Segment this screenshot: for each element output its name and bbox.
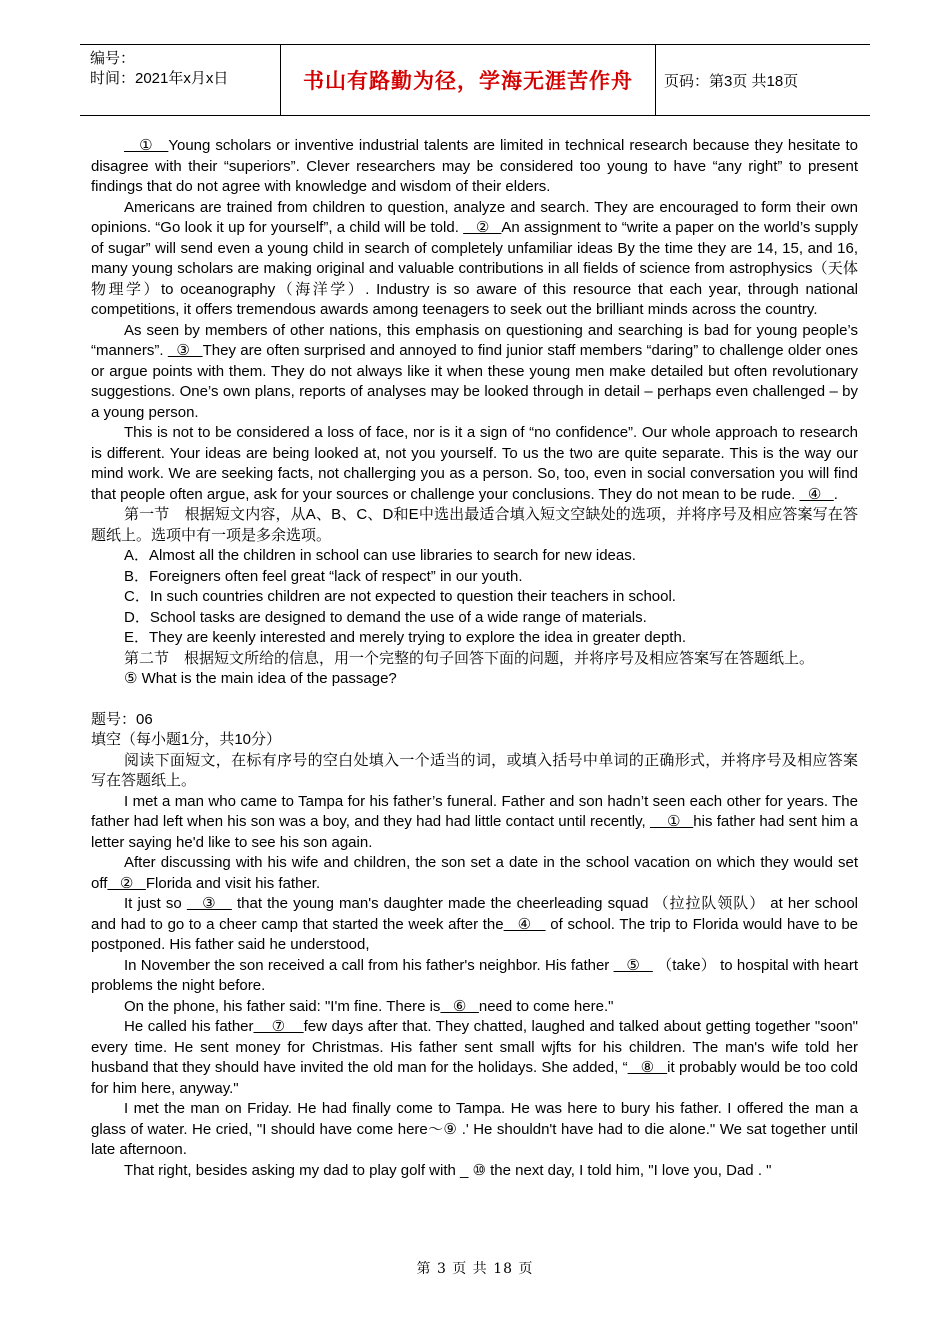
passage2-paragraph-5 (91, 997, 858, 1018)
paragraph-text: I met a man who came to Tampa for his father’s funeral. Father and son hadn’t seen each other for years. The father had left when his son was a boy, and they had had little contact until recently, (91, 792, 858, 830)
blank-4: ④ (799, 485, 834, 503)
paragraph-text: An assignment to “write a paper on the world’s supply of sugar” will send even a young child in search of completely unfamiliar ideas By the time they are 14, 15, and 16, many young scholars are making original and valuable contributions in all fields of science from astrophysics（天体物理学）to oceanography（海洋学）. Industry is so aware of this resource that each year, through national competitions, it offers tremendous awards among teenagers to seek out the brilliant minds across the country. (91, 219, 859, 318)
document-body (91, 136, 858, 1181)
passage1-paragraph-2 (91, 198, 858, 321)
motto-text: 书山有路勤为径，学海无涯苦作舟 (303, 69, 633, 93)
passage2-paragraph-8: That right, besides asking my dad to play golf with _ ⑩ the next day, I told him, "I love you, Dad . " (124, 1161, 772, 1179)
passage2-paragraph-6 (91, 1017, 858, 1099)
paragraph-text: In November the son received a call from his father's neighbor. His father (124, 956, 614, 974)
blank-p2-6: ⑥ (440, 997, 479, 1015)
document-time-label: 时间：2021年x月x日 (90, 70, 229, 87)
paragraph-text: On the phone, his father said: "I'm fine. There is (124, 997, 441, 1015)
document-number-label: 编号： (90, 50, 136, 67)
paragraph-text: his father had sent him a letter saying he'd like to see his son again. (91, 813, 858, 851)
header-page-cell (656, 45, 870, 115)
option-b: B．Foreigners often feel great “lack of respect” in our youth. (124, 567, 523, 585)
paragraph-text: it probably would be too cold for him here, anyway." (91, 1059, 858, 1097)
blank-3: ③ (167, 342, 203, 359)
paragraph-text: After discussing with his wife and children, the son set a date in the school vacation on which they would set off (91, 854, 858, 892)
passage2-instruction-head: 填空（每小题1分，共10分） (91, 731, 282, 748)
passage1-paragraph-4 (91, 423, 858, 505)
paragraph-text: He called his father (124, 1018, 254, 1035)
blank-p2-8: ⑧ (627, 1059, 668, 1076)
blank-2: ② (463, 219, 502, 236)
header-page-label: 页码：第3页 共18页 (664, 72, 799, 90)
page-footer: 第 3 页 共 18 页 (416, 1261, 534, 1277)
paragraph-text: . (833, 485, 838, 503)
passage2-paragraph-1 (91, 792, 858, 854)
passage2-paragraph-2 (91, 853, 858, 894)
paragraph-text: few days after that. They chatted, laughed and talked about getting together "soon" every time. He sent money for Christmas. His father sent small wjfts for his children. The man's wife told her husband that they should have invited the old man for the holidays. She added, “ (91, 1018, 858, 1076)
paragraph-text: It just so (124, 895, 187, 912)
paragraph-text: need to come here." (478, 997, 614, 1015)
spacer (91, 690, 858, 710)
paragraph-text: As seen by members of other nations, this emphasis on questioning and searching is bad for young people’s “manners”. (91, 321, 858, 359)
option-c: C．In such countries children are not expected to question their teachers in school. (124, 588, 676, 605)
blank-p2-3: ③ (186, 895, 232, 912)
passage2-instruction: 阅读下面短文，在标有序号的空白处填入一个适当的词，或填入括号中单词的正确形式，并将序号及相应答案写在答题纸上。 (91, 751, 858, 789)
paragraph-text: （take） to hospital with heart problems the night before. (91, 956, 858, 994)
paragraph-text: Americans are trained from children to question, analyze and search. They are encouraged to form their own opinions. “Go look it up for yourself”, a child will be told. (91, 198, 858, 236)
section2-instruction: 第二节 根据短文所给的信息，用一个完整的句子回答下面的问题，并将序号及相应答案写在答题纸上。 (124, 649, 815, 667)
passage2-paragraph-4 (91, 956, 858, 997)
passage2-title: 题号：06 (91, 710, 153, 728)
section1-instruction: 第一节 根据短文内容，从A、B、C、D和E中选出最适合填入短文空缺处的选项，并将序号及相应答案写在答题纸上。选项中有一项是多余选项。 (91, 506, 858, 544)
header-info-cell (80, 45, 280, 115)
blank-1: ① (124, 137, 169, 154)
blank-p2-2: ② (107, 874, 146, 892)
blank-p2-4: ④ (503, 915, 546, 933)
paragraph-text: of school. The trip to Florida would have to be postponed. His father said he understood, (91, 915, 859, 953)
blank-p2-1: ① (649, 813, 694, 830)
paragraph-text: This is not to be considered a loss of face, nor is it a sign of “no confidence”. Our whole approach to research is different. Your ideas are being looked at, not you yourself. To us the two are quite separate. This is the way our mind work. We are seeking facts, not challerging you as a person. So, too, even in social conversation you will find that people often argue, ask for your sources or challenge your conclusions. They do not mean to be rude. (91, 424, 858, 503)
blank-p2-5: ⑤ (613, 956, 653, 974)
paragraph-text: They are often surprised and annoyed to find junior staff members “daring” to challenge older ones or argue points with them. They do not always like it when these young men make detailed but often revolutionary suggestions. One’s own plans, reports of analyses may be looked through in detail – perhaps even challenged – by a young person. (91, 342, 859, 421)
option-d: D．School tasks are designed to demand the use of a wide range of materials. (124, 608, 647, 626)
blank-p2-7: ⑦ (253, 1018, 304, 1035)
paragraph-text: Florida and visit his father. (145, 874, 321, 892)
option-e: E．They are keenly interested and merely trying to explore the idea in greater depth. (124, 629, 686, 646)
passage2-paragraph-3 (91, 894, 858, 956)
passage2-paragraph-7: I met the man on Friday. He had finally come to Tampa. He was here to bury his father. I offered the man a glass of water. He cried, "I should have come here～⑨ .' He shouldn't have had to die alone." We sat together until late afternoon. (91, 1100, 858, 1158)
page-header (80, 44, 870, 116)
paragraph-text: that the young man's daughter made the cheerleading squad （拉拉队领队） at her school and had to go to a cheer camp that started the week after the (91, 895, 859, 933)
header-motto-cell (280, 45, 656, 115)
question-5: ⑤ What is the main idea of the passage? (124, 670, 397, 687)
option-a: A．Almost all the children in school can use libraries to search for new ideas. (124, 547, 636, 564)
passage1-paragraph-1 (91, 136, 858, 198)
passage1-paragraph-3 (91, 321, 858, 424)
paragraph-text: Young scholars or inventive industrial talents are limited in technical research because they hesitate to disagree with their “superiors”. Clever researchers may be considered too young to have “any right” to present findings that do not agree with knowledge and wisdom of their elders. (91, 137, 858, 195)
